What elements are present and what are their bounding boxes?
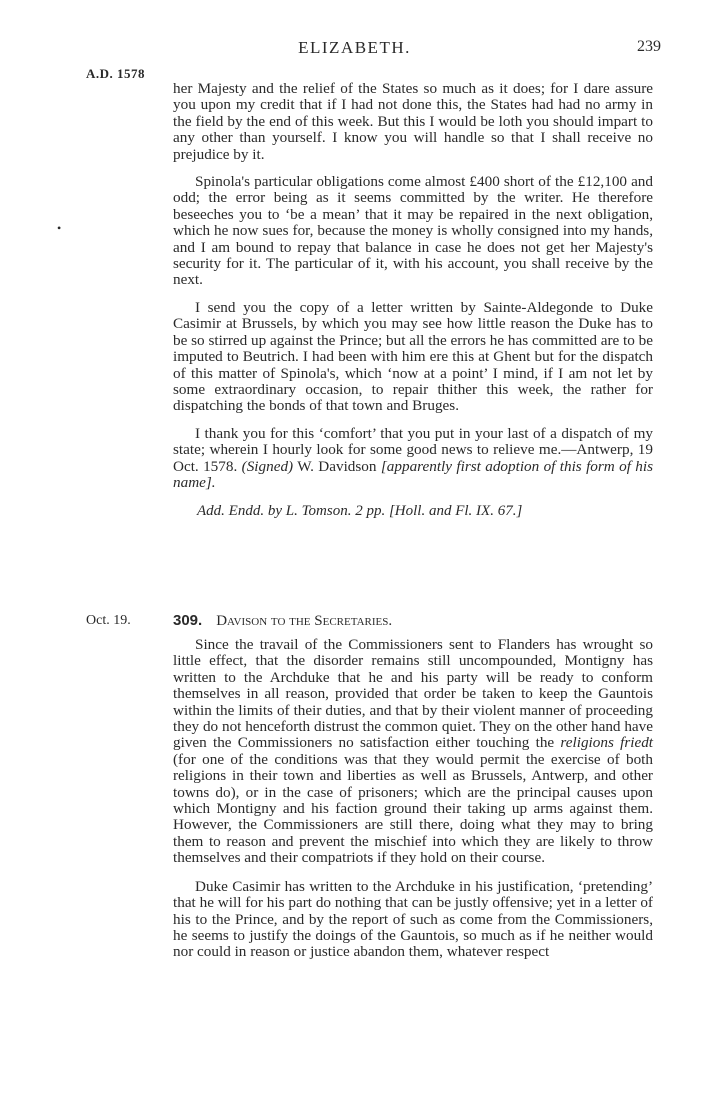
- margin-bullet: •: [57, 221, 62, 235]
- paragraph-4-text: I thank you for this ‘comfort’ that you put in your last of a dispatch of my state; wherein I hourly look for some good news to relieve me.—Antwerp, 19 Oct. 1578.: [173, 424, 653, 475]
- margin-date: Oct. 19.: [86, 613, 131, 628]
- signatory: W. Davidson: [297, 457, 377, 475]
- entry-body: [173, 637, 653, 973]
- paragraph-5-italic: religions friedt: [560, 734, 654, 752]
- paragraph-5b: (for one of the conditions was that they would permit the exercise of both religions in their town and liberties as well as Brussels, Antwerp, and other towns do), or in the case of prisoners; which are the principal causes upon which Montigny and his faction ground their taking up arms against them. However, the Commissioners are still there, doing what they may to bring them to reason and prevent the mischief into which they are likely to throw themselves and their compatriots if they hold on their course.: [173, 750, 653, 867]
- paragraph-5: [173, 637, 653, 867]
- running-header: ELIZABETH.: [298, 38, 411, 57]
- paragraph-3: I send you the copy of a letter written by Sainte-Aldegonde to Duke Casimir at Brussels, by which you may see how little reason the Duke has to be so stirred up against the Prince; but all the errors he has committed are to be imputed to Beutrich. I had been with him ere this at Ghent but for the dispatch of this matter of Spinola's, which ‘now at a point’ I mind, if I am not let by some extraordinary occasion, to repair thither this week, the rather for dispatching the bonds of that town and Bruges.: [173, 298, 653, 415]
- signed-label: (Signed): [241, 457, 294, 475]
- margin-year: A.D. 1578: [86, 66, 146, 81]
- paragraph-1: her Majesty and the relief of the States so much as it does; for I dare assure you upon my credit that if I had not done this, the States had had no army in the field by the end of this week. But this I would be loth you should impart to any other than yourself. I know you will handle so that I shall receive no prejudice by it.: [173, 80, 653, 163]
- paragraph-5a: Since the travail of the Commissioners sent to Flanders has wrought so little effect, that the disorder remains still uncompounded, Montigny has written to the Archduke that he and his party will be ready to conform themselves in all reason, provided that order be taken to keep the Gauntois within the limits of their duties, and that by their violent manner of proceeding they do not henceforth distrust the common quiet. They on the other hand have given the Commissioners no satisfaction either touching the: [173, 636, 653, 752]
- paragraph-4: [173, 426, 653, 492]
- editor-note: [apparently first adoption of this form of his name].: [173, 457, 654, 491]
- entry-title: Davison to the Secretaries.: [216, 613, 393, 629]
- letter-body: [173, 81, 653, 532]
- page-number: 239: [637, 38, 661, 55]
- paragraph-2: Spinola's particular obligations come almost £400 short of the £12,100 and odd; the error being as it seems committed by the writer. He therefore beseeches you to ‘be a mean’ that it may be repaired in the next obligation, which he now sues for, because the money is wholly consigned into my hands, and I am bound to repay that balance in case he does not get her Majesty's security for it. The particular of it, with his account, you shall receive by the next.: [173, 173, 653, 289]
- entry-heading: [173, 612, 392, 630]
- paragraph-6: Duke Casimir has written to the Archduke in his justification, ‘pretending’ that he will for his part do nothing that can be justly offensive; yet in a letter of his to the Prince, and by the report of such as come from the Commissioners, he seems to justify the doings of the Gauntois, so much as if he neither would nor could in reason or justice abandon them, whatever respect: [173, 877, 653, 961]
- entry-number: 309.: [173, 612, 203, 629]
- endorsement: Add. Endd. by L. Tomson. 2 pp. [Holl. and Fl. IX. 67.]: [197, 503, 523, 520]
